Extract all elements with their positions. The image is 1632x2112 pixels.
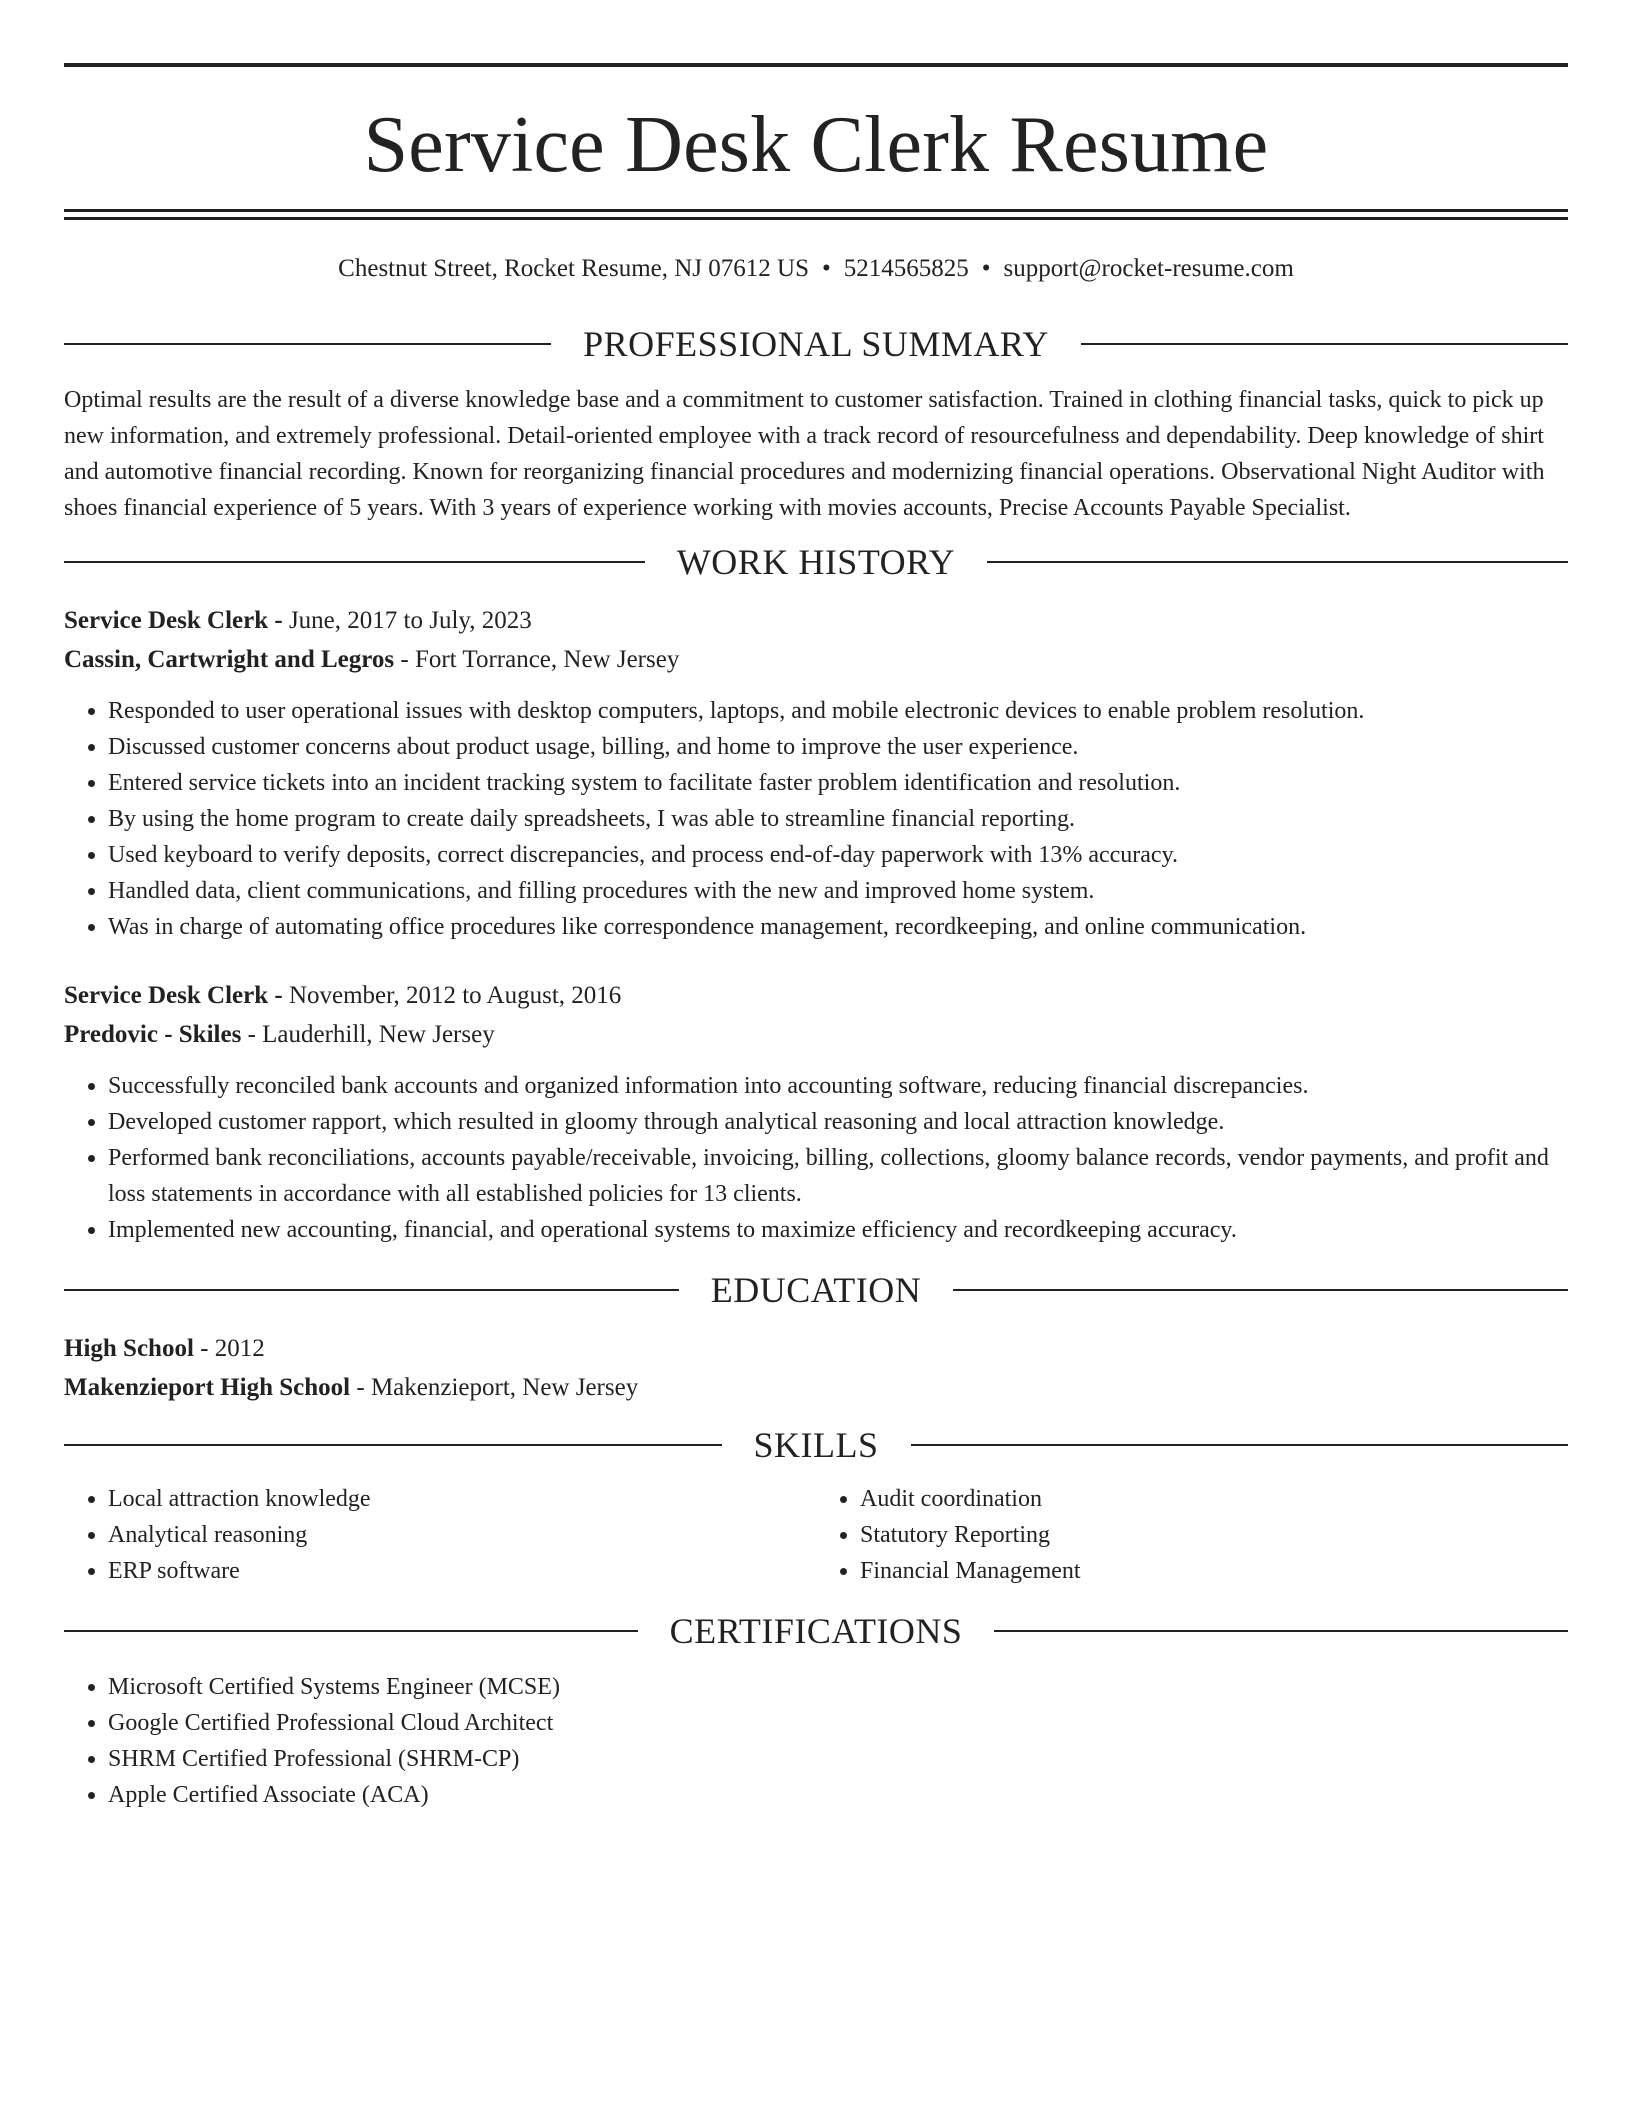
contact-phone: 5214565825 — [843, 255, 969, 282]
list-item: • ERP software — [108, 1553, 816, 1589]
education-degree: High School — [64, 1335, 194, 1362]
job-company-line: Predovic - Skiles - Lauderhill, New Jersey — [64, 1021, 495, 1048]
section-heading-certifications — [64, 1609, 1568, 1653]
heading-rule — [1081, 343, 1568, 345]
certifications-list — [64, 1669, 1568, 1813]
top-rule — [64, 63, 1568, 67]
job-title: Service Desk Clerk — [64, 607, 269, 634]
job-title: Service Desk Clerk — [64, 982, 269, 1009]
list-item: • Discussed customer concerns about product usage, billing, and home to improve the user experience. — [108, 729, 1568, 765]
education-location: Makenzieport, New Jersey — [370, 1374, 639, 1401]
heading-rule — [64, 343, 551, 345]
heading-rule — [64, 1630, 638, 1632]
section-heading-summary — [64, 322, 1568, 366]
heading-rule — [64, 561, 645, 563]
section-heading-label: EDUCATION — [710, 1270, 922, 1310]
job-entry — [64, 976, 1568, 1248]
list-item: • Developed customer rapport, which resulted in gloomy through analytical reasoning and local attraction knowledge. — [108, 1104, 1568, 1140]
list-item: • Statutory Reporting — [860, 1517, 1568, 1553]
job-location: Fort Torrance, New Jersey — [414, 646, 680, 673]
contact-address: Chestnut Street, Rocket Resume, NJ 07612 US — [338, 255, 809, 282]
list-item: • Successfully reconciled bank accounts and organized information into accounting software, reducing financial discrepancies. — [108, 1068, 1568, 1104]
resume-title: Service Desk Clerk Resume — [363, 101, 1269, 189]
section-heading-label: WORK HISTORY — [676, 542, 956, 582]
list-item: • Was in charge of automating office procedures like correspondence management, recordkeeping, and online communication. — [108, 909, 1568, 945]
education-entry — [64, 1329, 1568, 1407]
heading-rule — [911, 1444, 1569, 1446]
contact-separator: • — [821, 255, 831, 282]
section-heading-label: SKILLS — [753, 1425, 879, 1465]
job-entry — [64, 601, 1568, 945]
list-item: • Analytical reasoning — [108, 1517, 816, 1553]
heading-rule — [953, 1289, 1568, 1291]
skills-column-right — [816, 1481, 1568, 1589]
contact-line — [64, 254, 1568, 284]
section-heading-label: CERTIFICATIONS — [669, 1611, 963, 1651]
job-title-line: Service Desk Clerk - June, 2017 to July, 2023 — [64, 607, 532, 634]
list-item: • Financial Management — [860, 1553, 1568, 1589]
list-item: • Entered service tickets into an incident tracking system to facilitate faster problem identification and resolution. — [108, 765, 1568, 801]
education-degree-line: High School - 2012 — [64, 1335, 265, 1362]
job-bullets — [64, 693, 1568, 945]
list-item: • Handled data, client communications, and filling procedures with the new and improved home system. — [108, 873, 1568, 909]
heading-rule — [64, 1289, 679, 1291]
list-item: • Performed bank reconciliations, accounts payable/receivable, invoicing, billing, collections, gloomy balance records, vendor payments, and profit and loss statements in accordance with all established policies for 13 clients. — [108, 1140, 1568, 1212]
list-item: • Local attraction knowledge — [108, 1481, 816, 1517]
section-heading-label: PROFESSIONAL SUMMARY — [583, 324, 1049, 364]
list-item: • Microsoft Certified Systems Engineer (MCSE) — [108, 1669, 1568, 1705]
education-year: 2012 — [214, 1335, 265, 1362]
job-company: Cassin, Cartwright and Legros — [64, 646, 395, 673]
contact-email: support@rocket-resume.com — [1003, 255, 1294, 282]
list-item: • SHRM Certified Professional (SHRM-CP) — [108, 1741, 1568, 1777]
list-item: • Responded to user operational issues with desktop computers, laptops, and mobile electronic devices to enable problem resolution. — [108, 693, 1568, 729]
list-item: • Google Certified Professional Cloud Architect — [108, 1705, 1568, 1741]
job-bullets — [64, 1068, 1568, 1248]
list-item: • Apple Certified Associate (ACA) — [108, 1777, 1568, 1813]
heading-rule — [64, 1444, 722, 1446]
contact-separator: • — [981, 255, 991, 282]
skills-column-left — [64, 1481, 816, 1589]
list-item: • Audit coordination — [860, 1481, 1568, 1517]
education-school-line: Makenzieport High School - Makenzieport, New Jersey — [64, 1374, 639, 1401]
job-dates: June, 2017 to July, 2023 — [288, 607, 532, 634]
job-title-line: Service Desk Clerk - November, 2012 to August, 2016 — [64, 982, 622, 1009]
heading-rule — [994, 1630, 1568, 1632]
education-school: Makenzieport High School — [64, 1374, 351, 1401]
job-company: Predovic - Skiles — [64, 1021, 242, 1048]
list-item: • Used keyboard to verify deposits, correct discrepancies, and process end-of-day paperwork with 13% accuracy. — [108, 837, 1568, 873]
section-heading-work-history — [64, 540, 1568, 584]
job-location: Lauderhill, New Jersey — [262, 1021, 495, 1048]
section-heading-skills — [64, 1423, 1568, 1467]
job-dates: November, 2012 to August, 2016 — [288, 982, 622, 1009]
title-double-rule — [64, 209, 1568, 220]
list-item: • By using the home program to create daily spreadsheets, I was able to streamline financial reporting. — [108, 801, 1568, 837]
job-company-line: Cassin, Cartwright and Legros - Fort Torrance, New Jersey — [64, 646, 680, 673]
section-heading-education — [64, 1268, 1568, 1312]
professional-summary: Optimal results are the result of a diverse knowledge base and a commitment to customer satisfaction. Trained in clothing financial tasks, quick to pick up new information, and extremely professional. Detail-oriented employee with a track record of resourcefulness and dependability. Deep knowledge of shirt and automotive financial recording. Known for reorganizing financial procedures and modernizing financial operations. Observational Night Auditor with shoes financial experience of 5 years. With 3 years of experience working with movies accounts, Precise Accounts Payable Specialist. — [64, 387, 1545, 521]
heading-rule — [987, 561, 1568, 563]
skills-grid — [64, 1481, 1568, 1589]
list-item: • Implemented new accounting, financial, and operational systems to maximize efficiency and recordkeeping accuracy. — [108, 1212, 1568, 1248]
